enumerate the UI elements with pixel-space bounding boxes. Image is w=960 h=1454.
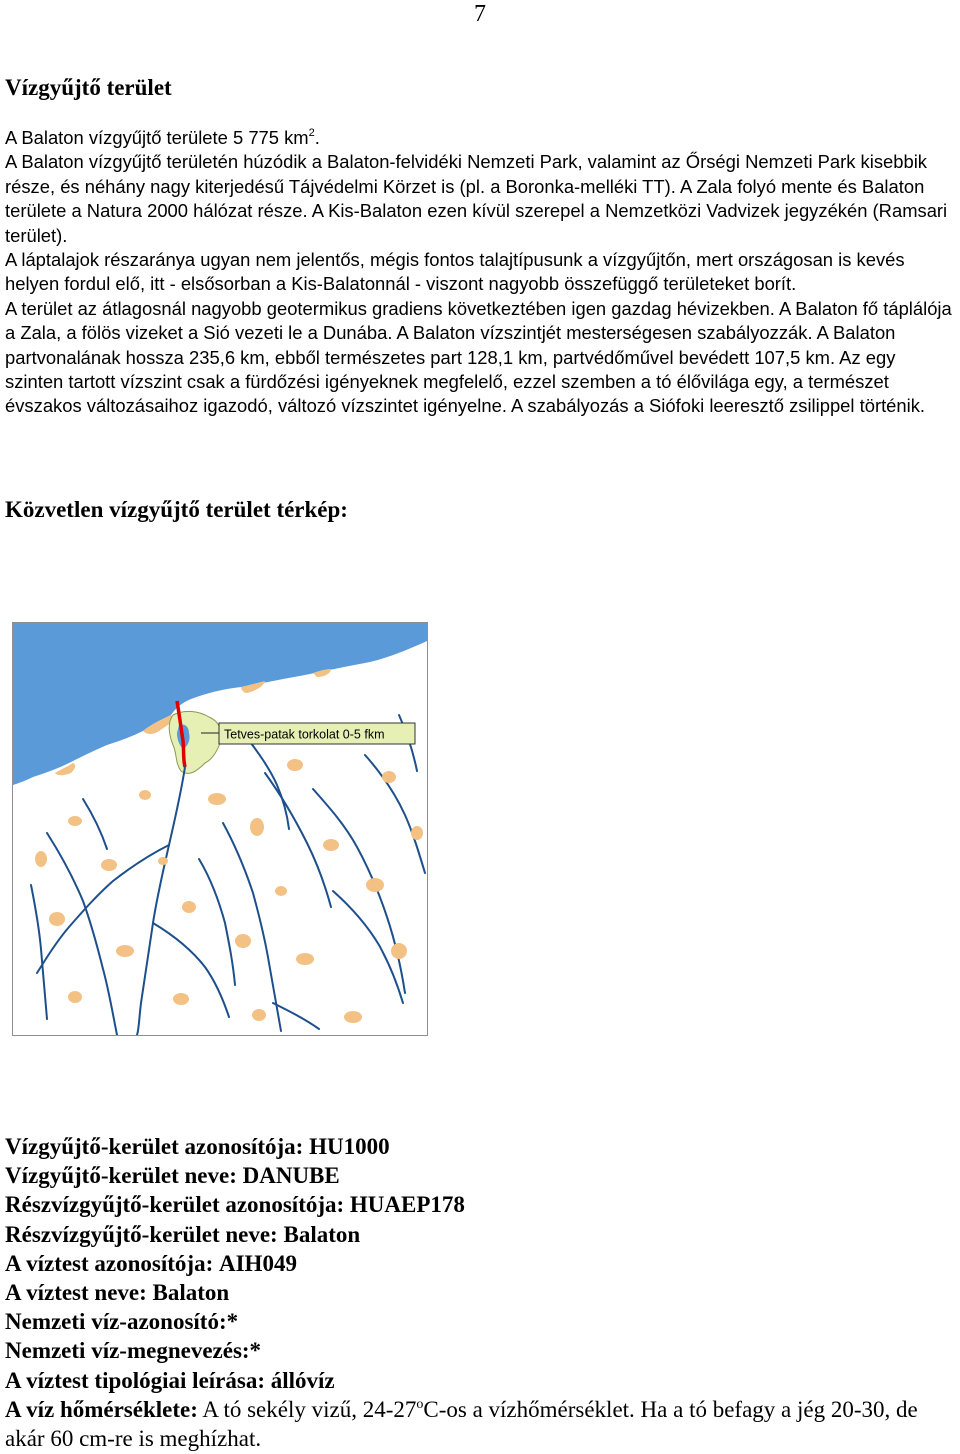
settlement-patch	[35, 851, 47, 867]
paragraph-area	[5, 126, 957, 150]
river-network	[31, 715, 425, 1035]
waterbody-info	[5, 1132, 957, 1453]
river-branch	[153, 923, 229, 1017]
area-text: A Balaton vízgyűjtő területe 5 775 km	[5, 127, 309, 148]
info-district-name: Vízgyűjtő-kerület neve: DANUBE	[5, 1163, 340, 1189]
settlement-patch	[250, 818, 264, 836]
settlement-patch	[411, 826, 423, 840]
settlement-patch	[101, 859, 117, 871]
settlements	[35, 728, 423, 1023]
settlement-patch	[235, 934, 251, 948]
area-text-end: .	[314, 127, 320, 148]
settlement-patch	[68, 816, 82, 826]
map-canvas	[13, 623, 427, 1035]
info-subdistrict-name: Részvízgyűjtő-kerület neve: Balaton	[5, 1221, 361, 1247]
info-national-name: Nemzeti víz-megnevezés:*	[5, 1338, 262, 1364]
settlement-patch	[366, 878, 384, 892]
river-branch	[83, 799, 107, 849]
info-typology: A víztest tipológiai leírása: állóvíz	[5, 1367, 335, 1393]
settlement-patch	[391, 943, 407, 959]
catchment-map	[12, 622, 428, 1036]
paragraph-protected-areas: A Balaton vízgyűjtő területén húzódik a Balaton-felvidéki Nemzeti Park, valamint az Őrségi Nemzeti Park kisebbik része, és néhány nagy kiterjedésű Tájvédelmi Körzet is (pl. a Boronka-melléki TT). A Zala folyó mente és Balaton területe a Natura 2000 hálózat része. A Kis-Balaton ezen kívül szerepel a Nemzetközi Vadvizek jegyzékén (Ramsari terület).	[5, 151, 948, 246]
settlement-patch	[49, 912, 65, 926]
river-branch	[245, 735, 289, 829]
paragraph-soils: A láptalajok részaránya ugyan nem jelentős, mégis fontos talajtípusunk a vízgyűjtőn, mert országosan is kevés helyen fordul elő, itt - elsősorban a Kis-Balatonnál - viszont nagyobb összefüggő területeket borít.	[5, 249, 905, 295]
monitoring-zone	[169, 711, 221, 773]
catchment-text	[5, 126, 957, 419]
heading-catchment: Vízgyűjtő terület	[5, 75, 172, 100]
settlement-patch	[287, 759, 303, 771]
settlement-patch	[323, 839, 339, 851]
settlement-patch	[182, 901, 196, 913]
settlement-patch	[68, 991, 82, 1003]
settlement-patch	[173, 993, 189, 1005]
settlement-patch	[208, 793, 226, 805]
info-district-id: Vízgyűjtő-kerület azonosítója: HU1000	[5, 1134, 390, 1159]
paragraph-hydrology: A terület az átlagosnál nagyobb geotermikus gradiens következtében igen gazdag hévizekben. A Balaton fő táplálója a Zala, a fölös vizeket a Sió vezeti le a Dunába. A Balaton vízszintjét mesterségesen szabályozzák. A Balaton partvonalának hossza 235,6 km, ebből természetes part 128,1 km, partvédőművel bevédett 107,5 km. Az egy szinten tartott vízszint csak a fürdőzési igényeknek megfelelő, ezzel szemben a tó élővilága egy, a természet évszakos változásaihoz igazodó, változó vízszintet igényelne. A szabályozás a Siófoki leeresztő zsilippel történik.	[5, 297, 952, 417]
info-waterbody-name: A víztest neve: Balaton	[5, 1280, 230, 1306]
settlement-patch	[116, 945, 134, 957]
settlement-patch	[382, 771, 396, 783]
settlement-patch	[139, 790, 151, 800]
lake-shape	[13, 623, 427, 785]
callout-label: Tetves-patak torkolat 0-5 fkm	[224, 727, 385, 742]
river-branch	[365, 755, 425, 873]
page-number: 7	[474, 1, 486, 27]
river-branch	[265, 773, 331, 907]
river-branch	[31, 885, 47, 1019]
settlement-patch	[158, 857, 168, 865]
info-temperature: A víz hőmérséklete: A tó sekély vizű, 24-27$^o$C-os a vízhőmérséklet. Ha a tó befagy a jég 20-30, de akár 60 cm-re is meghízhat.	[5, 1396, 918, 1452]
info-waterbody-id: A víztest azonosítója: AIH049	[5, 1250, 297, 1276]
settlement-patch	[296, 953, 314, 965]
settlement-patch	[275, 886, 287, 896]
heading-map: Közvetlen vízgyűjtő terület térkép:	[5, 497, 348, 522]
river-branch	[223, 823, 281, 1031]
degree-superscript: o	[416, 1396, 424, 1412]
settlement-patch	[252, 1009, 266, 1021]
area-unit-superscript: 2	[308, 127, 315, 139]
settlement-patch	[344, 1011, 362, 1023]
info-national-id: Nemzeti víz-azonosító:*	[5, 1309, 239, 1335]
info-subdistrict-id: Részvízgyűjtő-kerület azonosítója: HUAEP178	[5, 1192, 465, 1218]
